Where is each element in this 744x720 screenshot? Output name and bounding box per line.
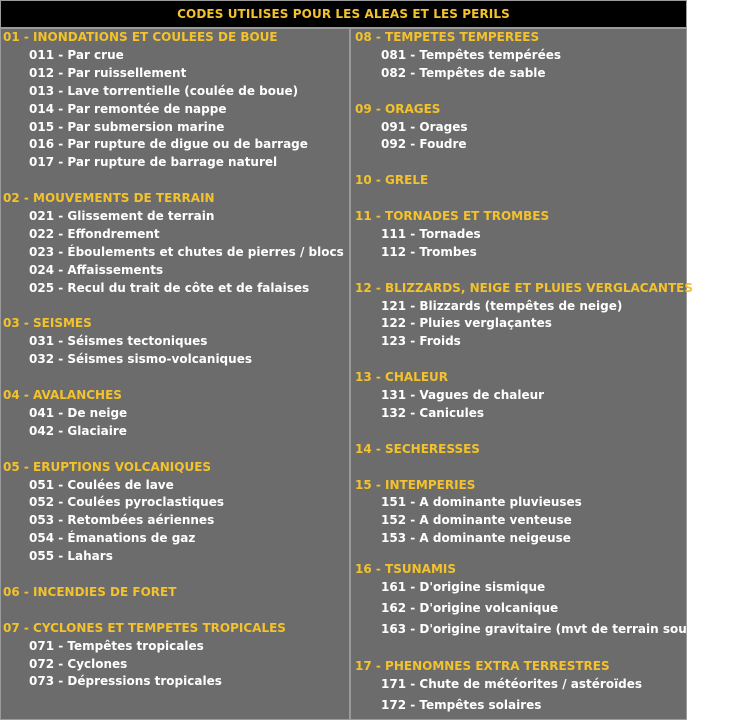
code-item: 021 - Glissement de terrain bbox=[29, 209, 215, 223]
code-item: 015 - Par submersion marine bbox=[29, 119, 225, 134]
code-item: 011 - Par crue bbox=[29, 47, 124, 62]
code-item: 012 - Par ruissellement bbox=[29, 65, 187, 80]
code-item: 111 - Tornades bbox=[381, 226, 481, 241]
table-header bbox=[1, 1, 686, 29]
code-item: 121 - Blizzards (tempêtes de neige) bbox=[381, 298, 623, 313]
code-item: 122 - Pluies verglaçantes bbox=[381, 316, 552, 331]
code-item: 153 - A dominante neigeuse bbox=[381, 531, 571, 546]
code-item: 163 - D'origine gravitaire (mvt de terrain sous-marin) bbox=[381, 622, 744, 636]
code-item: 055 - Lahars bbox=[29, 549, 113, 564]
code-item: 022 - Effondrement bbox=[29, 226, 160, 241]
code-item: 023 - Éboulements et chutes de pierres / blocs bbox=[29, 244, 344, 259]
code-item: 025 - Recul du trait de côte et de falaises bbox=[29, 280, 310, 295]
code-item: 123 - Froids bbox=[381, 334, 461, 349]
category-heading: 16 - TSUNAMIS bbox=[355, 562, 456, 576]
code-item: 132 - Canicules bbox=[381, 405, 484, 420]
code-item: 081 - Tempêtes tempérées bbox=[381, 47, 561, 62]
category-heading: 08 - TEMPETES TEMPEREES bbox=[355, 30, 540, 44]
code-item: 016 - Par rupture de digue ou de barrage bbox=[29, 137, 308, 152]
code-item: 042 - Glaciaire bbox=[29, 423, 127, 438]
code-item: 092 - Foudre bbox=[381, 137, 467, 152]
category-heading: 17 - PHENOMNES EXTRA TERRESTRES bbox=[355, 659, 610, 673]
code-item: 162 - D'origine volcanique bbox=[381, 601, 559, 615]
left-column bbox=[1, 29, 351, 719]
code-item: 041 - De neige bbox=[29, 405, 128, 420]
code-item: 082 - Tempêtes de sable bbox=[381, 65, 546, 80]
code-item: 072 - Cyclones bbox=[29, 656, 128, 671]
code-item: 073 - Dépressions tropicales bbox=[29, 674, 222, 689]
category-heading: 11 - TORNADES ET TROMBES bbox=[355, 209, 550, 223]
category-heading: 03 - SEISMES bbox=[3, 316, 92, 331]
category-heading: 12 - BLIZZARDS, NEIGE ET PLUIES VERGLACANTES bbox=[355, 280, 693, 295]
code-item: 017 - Par rupture de barrage naturel bbox=[29, 155, 278, 170]
table-title: CODES UTILISES POUR LES ALEAS ET LES PERILS bbox=[177, 7, 510, 21]
code-item: 014 - Par remontée de nappe bbox=[29, 101, 227, 116]
category-heading: 10 - GRELE bbox=[355, 173, 429, 188]
code-item: 031 - Séismes tectoniques bbox=[29, 334, 208, 349]
category-heading: 06 - INCENDIES DE FORET bbox=[3, 584, 177, 599]
code-item: 131 - Vagues de chaleur bbox=[381, 388, 545, 402]
category-heading: 01 - INONDATIONS ET COULEES DE BOUE bbox=[3, 30, 278, 44]
category-heading: 14 - SECHERESSES bbox=[355, 441, 480, 456]
code-item: 112 - Trombes bbox=[381, 244, 477, 259]
code-item: 151 - A dominante pluvieuses bbox=[381, 495, 582, 510]
code-item: 052 - Coulées pyroclastiques bbox=[29, 495, 224, 510]
code-item: 054 - Émanations de gaz bbox=[29, 531, 196, 546]
code-item: 152 - A dominante venteuse bbox=[381, 513, 572, 528]
code-item: 053 - Retombées aériennes bbox=[29, 513, 215, 528]
category-heading: 13 - CHALEUR bbox=[355, 370, 448, 385]
code-item: 171 - Chute de météorites / astéroïdes bbox=[381, 677, 643, 691]
right-column bbox=[351, 29, 744, 719]
category-heading: 02 - MOUVEMENTS DE TERRAIN bbox=[3, 191, 215, 206]
code-item: 032 - Séismes sismo-volcaniques bbox=[29, 352, 252, 367]
code-item: 172 - Tempêtes solaires bbox=[381, 698, 542, 712]
code-item: 051 - Coulées de lave bbox=[29, 477, 174, 492]
code-item: 013 - Lave torrentielle (coulée de boue) bbox=[29, 83, 299, 98]
category-heading: 09 - ORAGES bbox=[355, 101, 441, 116]
category-heading: 15 - INTEMPERIES bbox=[355, 477, 476, 492]
category-heading: 07 - CYCLONES ET TEMPETES TROPICALES bbox=[3, 620, 286, 635]
category-heading: 05 - ERUPTIONS VOLCANIQUES bbox=[3, 459, 212, 474]
code-item: 024 - Affaissements bbox=[29, 262, 164, 277]
code-item: 071 - Tempêtes tropicales bbox=[29, 638, 204, 653]
category-heading: 04 - AVALANCHES bbox=[3, 388, 122, 402]
code-item: 161 - D'origine sismique bbox=[381, 580, 546, 594]
code-item: 091 - Orages bbox=[381, 119, 468, 134]
